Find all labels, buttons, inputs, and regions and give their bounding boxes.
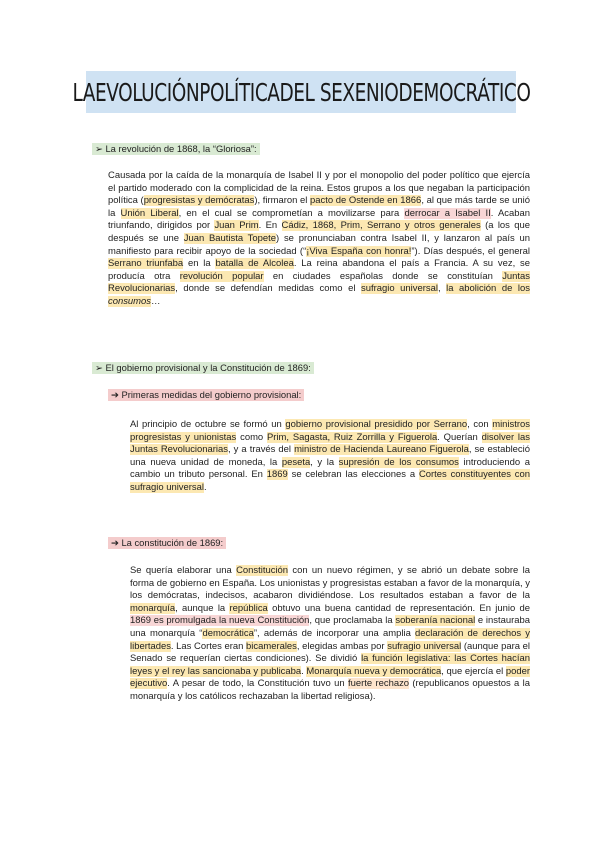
subsection2-heading: ➔ La constitución de 1869: <box>108 537 226 549</box>
page-title: LAEVOLUCIÓNPOLÍTICADEL SEXENIODEMOCRÁTICO <box>72 77 530 107</box>
section1-paragraph: Causada por la caída de la monarquía de Isabel II y por el monopolio del poder político que ejercía el partido moderado con la complicidad de la reina. Estos grupos a los que negaban la participación política (progresistas y demócratas), firmaron el pacto de Ostende en 1866, al que más tarde se unió la Unión Liberal, en el cual se comprometían a movilizarse para derrocar a Isabel II. Acaban triunfando, dirigidos por Juan Prim. En Cádiz, 1868, Prim, Serrano y otros generales (a los que después se une Juan Bautista Topete) se pronunciaban contra Isabel II, y lanzaron al país un manifiesto para recibir apoyo de la sociedad (“¡Viva España con honra!”). Días después, el general Serrano triunfaba en la batalla de Alcolea. La reina abandona el país a Francia. A su vez, se producía otra revolución popular en ciudades españolas donde se constituían Juntas Revolucionarias, donde se defendían medidas como el sufragio universal, la abolición de los consumos… <box>108 170 531 307</box>
section2-heading: ➢ El gobierno provisional y la Constitución de 1869: <box>92 362 314 374</box>
subsection1-heading: ➔ Primeras medidas del gobierno provisional: <box>108 389 304 401</box>
subsection2-paragraph: Se quería elaborar una Constitución con un nuevo régimen, y se abrió un debate sobre la forma de gobierno en España. Los unionistas y progresistas estaban a favor de la monarquía, y los demócratas, indecisos, acabaron dividiéndose. Los resultados estaban a favor de la monarquía, aunque la república obtuvo una buena cantidad de representación. En junio de 1869 es promulgada la nueva Constitución, que proclamaba la soberanía nacional e instauraba una monarquía “democrática”, además de incorporar una amplia declaración de derechos y libertades. Las Cortes eran bicamerales, elegidas ambas por sufragio universal (aunque para el Senado se requerían ciertas condiciones). Se dividió la función legislativa: las Cortes hacían leyes y el rey las sancionaba y publicaba. Monarquía nueva y democrática, que ejercía el poder ejecutivo. A pesar de todo, la Constitución tuvo un fuerte rechazo (republicanos opuestos a la monarquía y los católicos rechazaban la libertad religiosa). <box>130 565 531 702</box>
section1-heading: ➢ La revolución de 1868, la “Gloriosa”: <box>92 143 260 155</box>
title-banner <box>72 71 530 113</box>
subsection1-paragraph: Al principio de octubre se formó un gobierno provisional presidido por Serrano, con ministros progresistas y unionistas como Prim, Sagasta, Ruiz Zorrilla y Figuerola. Querían disolver las Juntas Revolucionarias, y a través del ministro de Hacienda Laureano Figuerola, se estableció una nueva unidad de moneda, la peseta, y la supresión de los consumos introduciendo a cambio un tributo personal. En 1869 se celebran las elecciones a Cortes constituyentes con sufragio universal. <box>130 419 530 493</box>
